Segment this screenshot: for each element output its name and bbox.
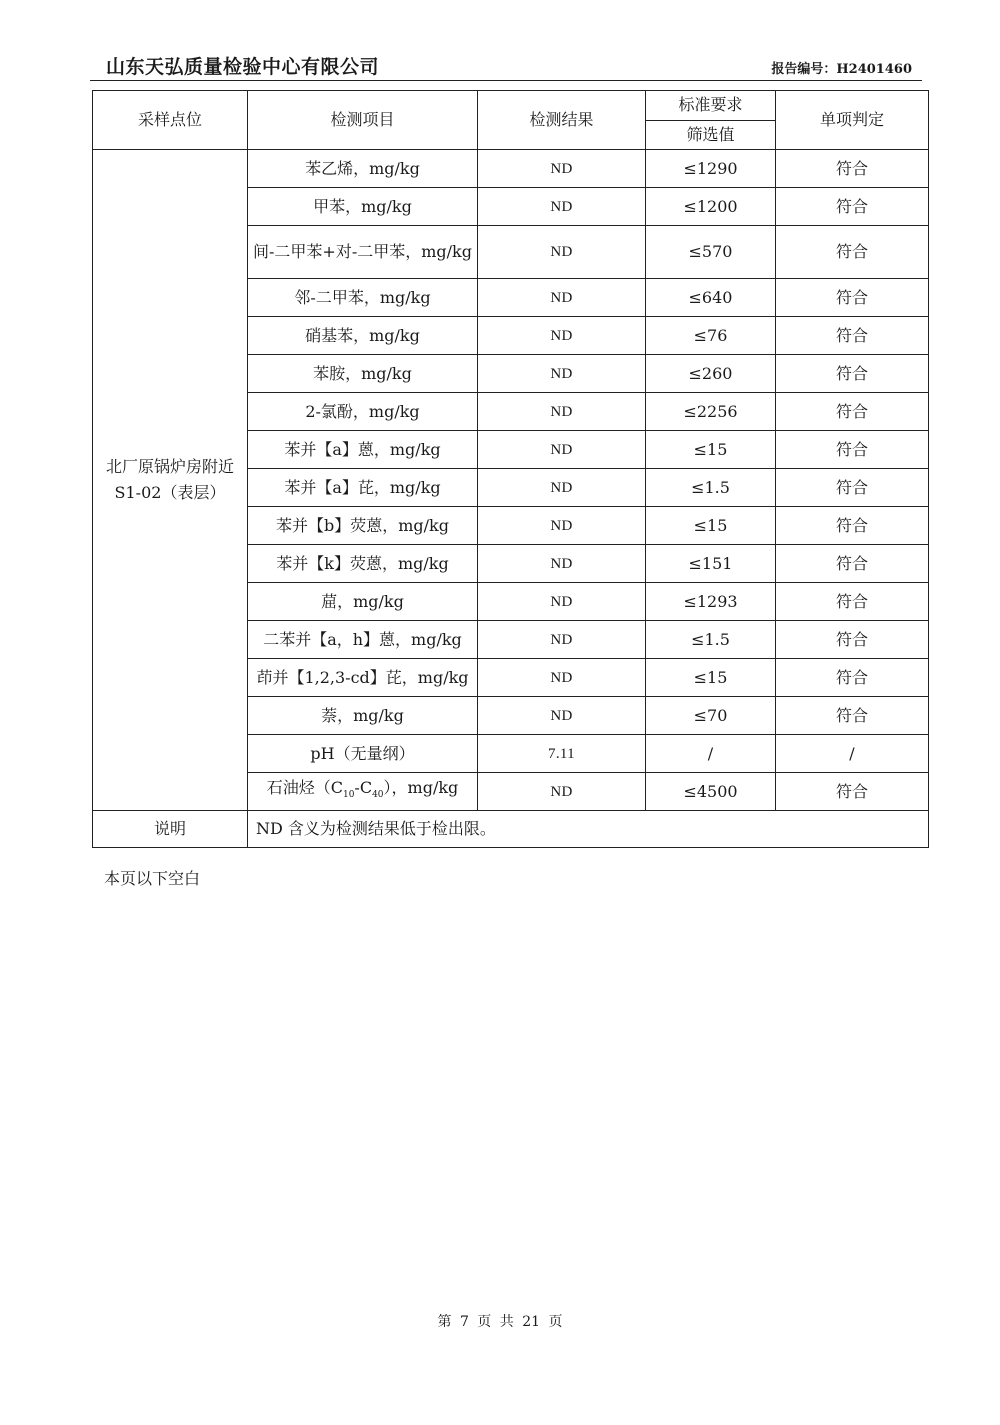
test-item-cell: 邻-二甲苯，mg/kg	[248, 279, 478, 317]
judgement-cell: 符合	[776, 469, 929, 507]
result-cell: ND	[478, 697, 646, 735]
test-item-cell: 2-氯酚，mg/kg	[248, 393, 478, 431]
page-header	[106, 52, 912, 82]
col-header-standard: 标准要求	[646, 91, 776, 121]
item-suffix: ），mg/kg	[383, 777, 459, 797]
test-item-cell: 茚并【1,2,3-cd】芘，mg/kg	[248, 659, 478, 697]
judgement-cell: 符合	[776, 507, 929, 545]
result-cell: ND	[478, 659, 646, 697]
screening-value-cell: ≤570	[646, 226, 776, 279]
test-item-cell: 苯并【a】芘，mg/kg	[248, 469, 478, 507]
judgement-cell: 符合	[776, 226, 929, 279]
screening-value-cell: ≤70	[646, 697, 776, 735]
judgement-cell: 符合	[776, 545, 929, 583]
col-header-judgement: 单项判定	[776, 91, 929, 150]
screening-value-cell: ≤76	[646, 317, 776, 355]
judgement-cell: 符合	[776, 659, 929, 697]
test-item-cell: 甲苯，mg/kg	[248, 188, 478, 226]
judgement-cell: 符合	[776, 697, 929, 735]
report-number: 报告编号：H2401460	[771, 62, 912, 77]
screening-value-cell: ≤2256	[646, 393, 776, 431]
result-cell: ND	[478, 583, 646, 621]
judgement-cell: 符合	[776, 188, 929, 226]
test-item-cell: 萘，mg/kg	[248, 697, 478, 735]
screening-value-cell: ≤15	[646, 431, 776, 469]
judgement-cell: 符合	[776, 150, 929, 188]
test-item-cell: 苯乙烯，mg/kg	[248, 150, 478, 188]
judgement-cell: 符合	[776, 583, 929, 621]
note-label: 说明	[93, 811, 248, 848]
result-cell: ND	[478, 545, 646, 583]
company-name: 山东天弘质量检验中心有限公司	[106, 56, 380, 78]
result-cell: ND	[478, 393, 646, 431]
screening-value-cell: ≤1290	[646, 150, 776, 188]
result-cell: ND	[478, 507, 646, 545]
result-cell: 7.11	[478, 735, 646, 773]
result-cell: ND	[478, 355, 646, 393]
result-cell: ND	[478, 317, 646, 355]
result-cell: ND	[478, 431, 646, 469]
judgement-cell: 符合	[776, 773, 929, 811]
test-item-cell: 苯并【k】荧蒽，mg/kg	[248, 545, 478, 583]
result-cell: ND	[478, 469, 646, 507]
result-cell: ND	[478, 150, 646, 188]
test-item-cell: 硝基苯，mg/kg	[248, 317, 478, 355]
sampling-site-cell: 北厂原锅炉房附近S1-02（表层）	[93, 150, 248, 811]
result-cell: ND	[478, 773, 646, 811]
test-item-cell: 苯并【b】荧蒽，mg/kg	[248, 507, 478, 545]
header-rule	[90, 80, 922, 81]
judgement-cell: 符合	[776, 621, 929, 659]
col-header-result: 检测结果	[478, 91, 646, 150]
subscript-10: 10	[342, 790, 355, 801]
screening-value-cell: ≤4500	[646, 773, 776, 811]
item-mid: -C	[354, 777, 373, 797]
judgement-cell: 符合	[776, 355, 929, 393]
col-header-screening-value: 筛选值	[646, 120, 776, 150]
blank-below-note: 本页以下空白	[104, 869, 201, 888]
result-cell: ND	[478, 188, 646, 226]
judgement-cell: 符合	[776, 317, 929, 355]
test-item-cell: 二苯并【a，h】蒽，mg/kg	[248, 621, 478, 659]
note-text: ND 含义为检测结果低于检出限。	[248, 811, 929, 848]
judgement-cell: 符合	[776, 279, 929, 317]
test-item-cell: 苯胺，mg/kg	[248, 355, 478, 393]
screening-value-cell: ≤15	[646, 507, 776, 545]
test-results-table	[92, 90, 929, 848]
screening-value-cell: ≤1293	[646, 583, 776, 621]
result-cell: ND	[478, 621, 646, 659]
table-row	[93, 150, 929, 188]
page-footer: 第 7 页 共 21 页	[437, 1314, 563, 1330]
screening-value-cell: ≤260	[646, 355, 776, 393]
judgement-cell: 符合	[776, 431, 929, 469]
screening-value-cell: ≤640	[646, 279, 776, 317]
item-prefix: 石油烃（C	[266, 777, 343, 797]
test-item-cell	[248, 773, 478, 811]
note-row	[93, 811, 929, 848]
test-item-cell: 间-二甲苯+对-二甲苯，mg/kg	[248, 226, 478, 279]
judgement-cell: 符合	[776, 393, 929, 431]
result-cell: ND	[478, 279, 646, 317]
screening-value-cell: ≤1200	[646, 188, 776, 226]
screening-value-cell: ≤1.5	[646, 621, 776, 659]
col-header-item: 检测项目	[248, 91, 478, 150]
screening-value-cell: ≤151	[646, 545, 776, 583]
judgement-cell: /	[776, 735, 929, 773]
screening-value-cell: /	[646, 735, 776, 773]
test-item-cell: 苯并【a】蒽，mg/kg	[248, 431, 478, 469]
test-item-cell: 䓛，mg/kg	[248, 583, 478, 621]
screening-value-cell: ≤1.5	[646, 469, 776, 507]
screening-value-cell: ≤15	[646, 659, 776, 697]
subscript-40: 40	[372, 790, 384, 801]
result-cell: ND	[478, 226, 646, 279]
col-header-site: 采样点位	[93, 91, 248, 150]
test-item-cell: pH（无量纲）	[248, 735, 478, 773]
